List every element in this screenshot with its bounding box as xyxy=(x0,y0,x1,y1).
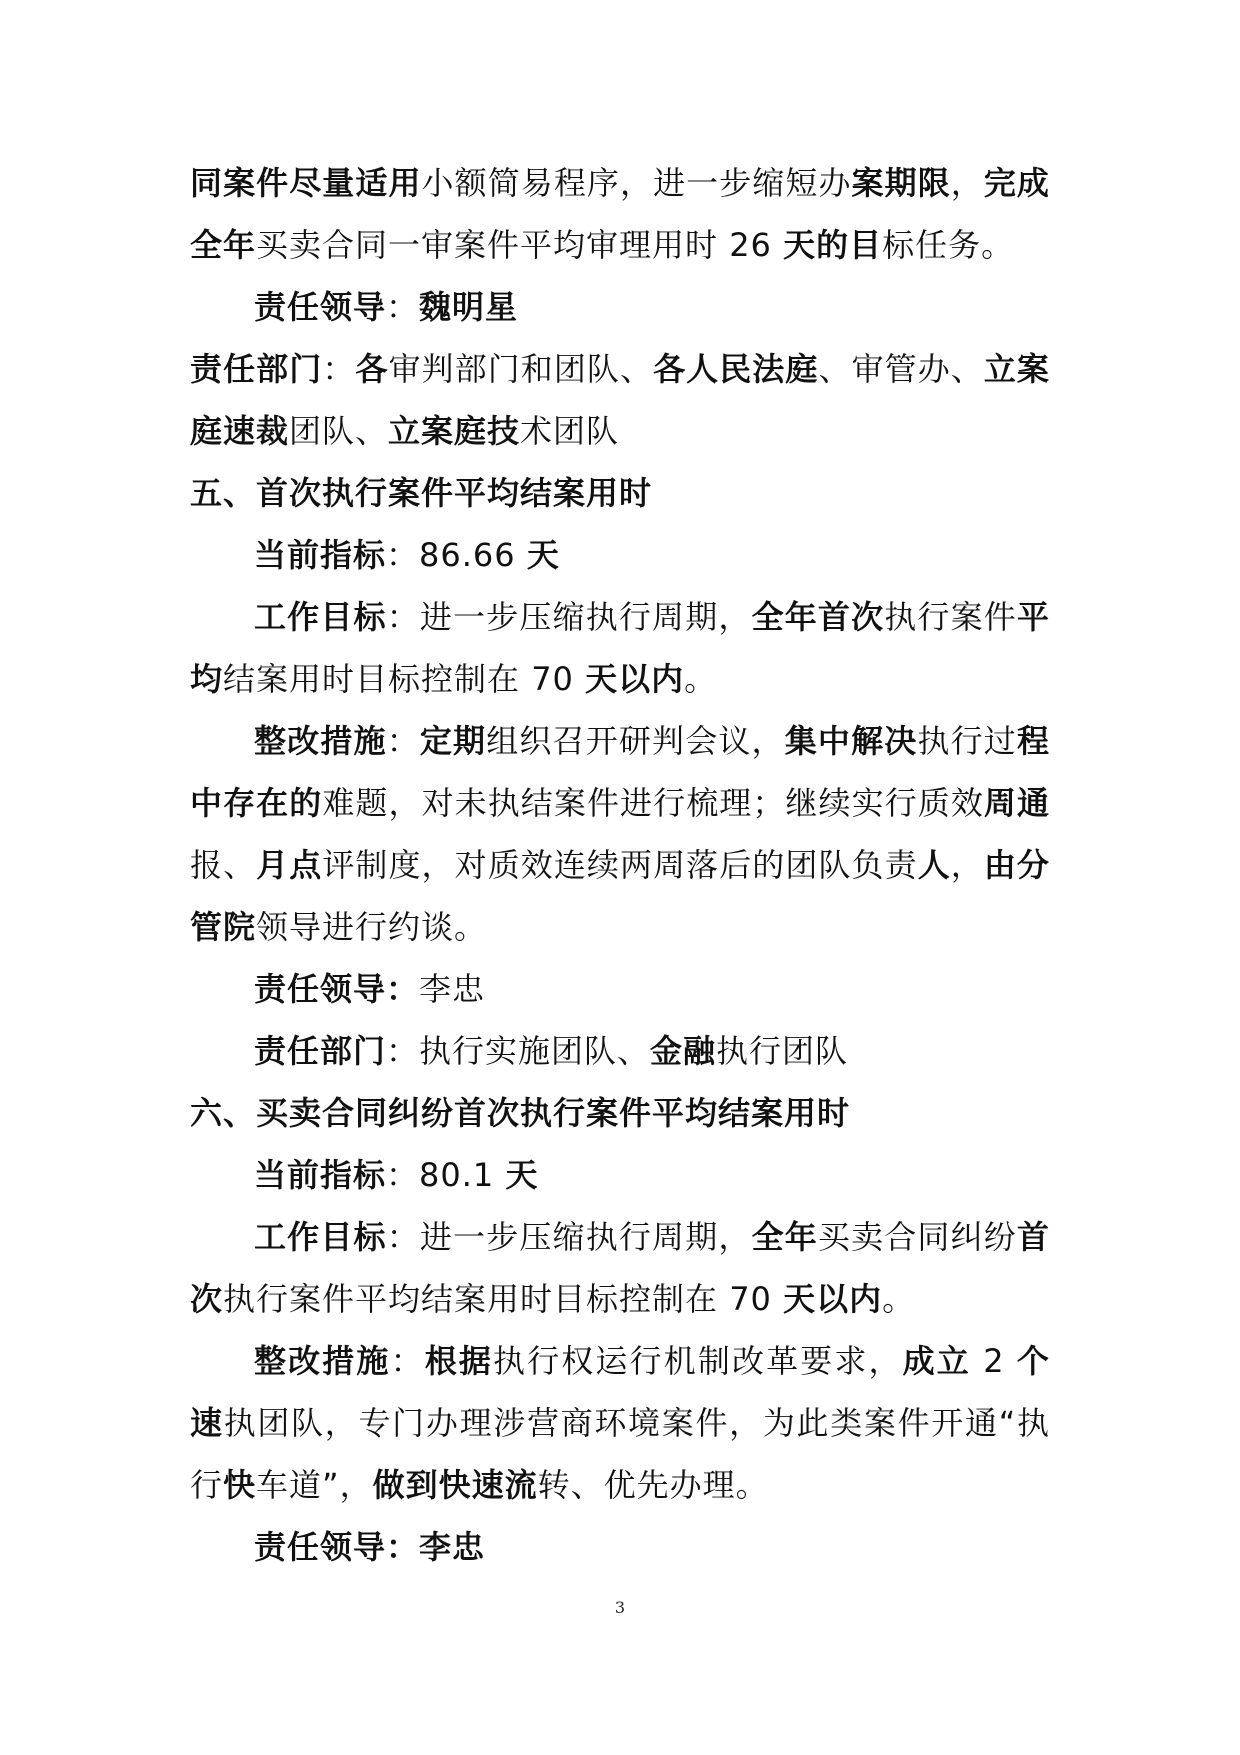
text-run: 。 xyxy=(882,1280,916,1318)
text-run: 小 xyxy=(421,164,455,202)
text-run: 魏明星 xyxy=(419,288,519,326)
text-run: 责任领导： xyxy=(254,1528,420,1566)
text-run: 根据 xyxy=(424,1342,493,1380)
text-run: 执行过 xyxy=(917,722,1017,760)
text-run: ： xyxy=(386,722,420,760)
text-run: 责任领导 xyxy=(254,288,387,326)
text-run: 六、买卖合同纠纷首次执行案件平均结案用时 xyxy=(190,1094,851,1132)
text-run: 整改措施 xyxy=(254,722,387,760)
text-run: 额简易程序，进一步缩短办 xyxy=(454,164,852,202)
text-run: 月点 xyxy=(256,846,323,884)
text-run: 车道”， xyxy=(256,1466,373,1504)
paragraph xyxy=(190,524,1050,586)
text-run: 定期 xyxy=(419,722,487,760)
text-run: 执行权运行机制改革要求， xyxy=(492,1342,903,1380)
text-run: 程中存在的 xyxy=(190,722,1050,822)
text-run: 金融 xyxy=(650,1032,717,1070)
text-run: ：80.1 xyxy=(386,1156,506,1194)
text-run: 各人民法庭 xyxy=(653,350,819,388)
text-run: 天 xyxy=(505,1156,539,1194)
text-run: 当前指标 xyxy=(254,1156,387,1194)
text-run: 由分管院 xyxy=(190,846,1050,946)
text-run: 当前指标 xyxy=(254,536,387,574)
text-run: 成立 xyxy=(902,1342,971,1380)
text-run: 执团队，专门办理涉营商环境案件，为此类案件开通“执行 xyxy=(190,1404,1050,1504)
text-run: 、审管办、 xyxy=(818,350,984,388)
text-run: 执行团队 xyxy=(716,1032,849,1070)
paragraph xyxy=(190,1020,1050,1082)
paragraph xyxy=(190,338,1050,462)
text-run: ： xyxy=(390,1342,425,1380)
text-run: ：进一步压缩执行周期， xyxy=(386,598,752,636)
paragraph xyxy=(190,1206,1050,1330)
text-run: 责任领导： xyxy=(254,970,420,1008)
text-run: 立案庭技 xyxy=(388,412,521,450)
text-run: 执行案件平均结案用时目标控制在 70 xyxy=(223,1280,784,1318)
text-run: 工作目标 xyxy=(254,1218,387,1256)
text-run: 整改措施 xyxy=(254,1342,391,1380)
text-run: ：执行实施团队、 xyxy=(386,1032,651,1070)
text-run: 组织召开研判会议， xyxy=(486,722,785,760)
text-run: ， xyxy=(950,846,984,884)
text-run: 做到快速流 xyxy=(372,1466,538,1504)
paragraph xyxy=(190,710,1050,958)
text-run: 个速 xyxy=(190,1342,1050,1442)
text-run: 转、优先办理。 xyxy=(537,1466,769,1504)
text-run: 审判部门和团队、 xyxy=(388,350,654,388)
text-run: 天的目 xyxy=(783,226,883,264)
text-run: 同案件尽量适用 xyxy=(190,164,422,202)
paragraph xyxy=(190,1330,1050,1516)
paragraph xyxy=(190,276,1050,338)
text-run: 执行案件 xyxy=(884,598,1017,636)
text-run: 责任部门 xyxy=(190,350,323,388)
text-run: 首次 xyxy=(190,1218,1050,1318)
document-body xyxy=(190,152,1050,1578)
paragraph xyxy=(190,462,1050,524)
text-run: 2 xyxy=(970,1342,1017,1380)
text-run: 标任务。 xyxy=(882,226,1015,264)
text-run: 平均 xyxy=(190,598,1050,698)
text-run: 。 xyxy=(684,660,718,698)
text-run: 李忠 xyxy=(419,970,486,1008)
text-run: 周通 xyxy=(983,784,1050,822)
paragraph xyxy=(190,1144,1050,1206)
text-run: 买卖合同一审案件平均审理用时 26 xyxy=(256,226,784,264)
text-run: ： xyxy=(386,288,420,326)
text-run: 集中解决 xyxy=(784,722,918,760)
text-run: 人 xyxy=(917,846,951,884)
paragraph xyxy=(190,1082,1050,1144)
paragraph xyxy=(190,152,1050,276)
paragraph xyxy=(190,958,1050,1020)
text-run: 天以内 xyxy=(783,1280,883,1318)
text-run: 天 xyxy=(526,536,560,574)
text-run: 案期限 xyxy=(851,164,951,202)
paragraph xyxy=(190,586,1050,710)
text-run: 责任部门 xyxy=(254,1032,387,1070)
text-run: 报、 xyxy=(190,846,257,884)
text-run: 结案用时目标控制在 70 xyxy=(223,660,586,698)
text-run: 全年 xyxy=(751,1218,818,1256)
text-run: 五、首次执行案件平均结案用时 xyxy=(190,474,653,512)
text-run: 李忠 xyxy=(419,1528,486,1566)
text-run: ： xyxy=(322,350,356,388)
text-run: 领导进行约谈。 xyxy=(256,908,488,946)
paragraph xyxy=(190,1516,1050,1578)
text-run: ， xyxy=(950,164,984,202)
text-run: 各 xyxy=(355,350,389,388)
text-run: 快 xyxy=(223,1466,257,1504)
text-run: ：86.66 xyxy=(386,536,527,574)
text-run: 难题，对未执结案件进行梳理；继续实行质效 xyxy=(322,784,984,822)
text-run: 完成全年 xyxy=(190,164,1050,264)
text-run: 天以内 xyxy=(585,660,685,698)
text-run: ：进一步压缩执行周期， xyxy=(386,1218,752,1256)
text-run: 评制度，对质效连续两周落后的团队负责 xyxy=(322,846,918,884)
page-number: 3 xyxy=(614,1598,626,1617)
text-run: 术团队 xyxy=(520,412,620,450)
text-run: 团队、 xyxy=(289,412,389,450)
text-run: 买卖合同纠纷 xyxy=(817,1218,1017,1256)
text-run: 全年首次 xyxy=(751,598,885,636)
text-run: 工作目标 xyxy=(254,598,387,636)
text-run: 立案庭速裁 xyxy=(190,350,1050,450)
